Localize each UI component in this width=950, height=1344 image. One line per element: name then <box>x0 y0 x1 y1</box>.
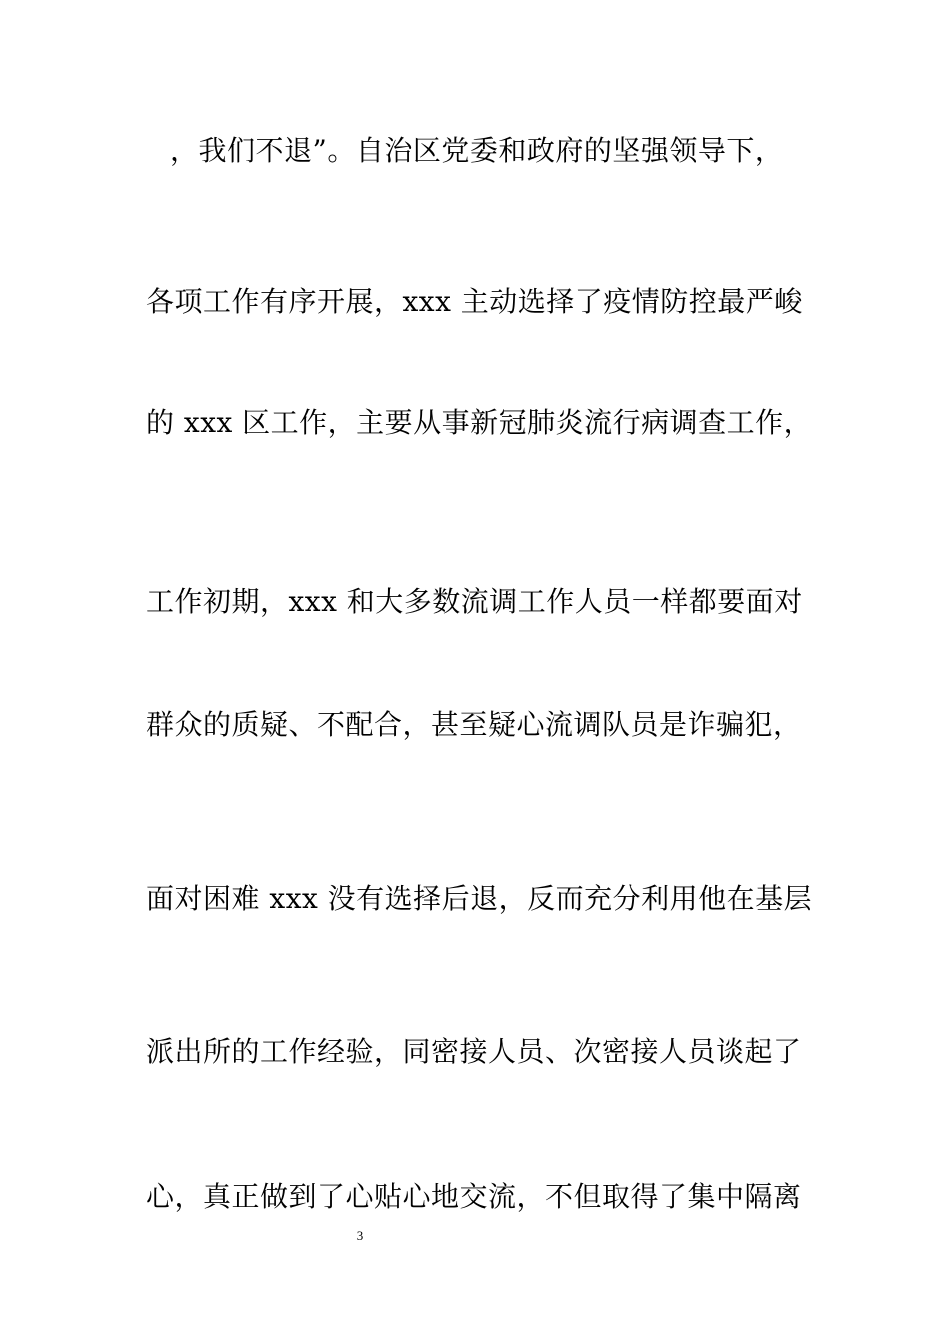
paragraph-line-3: 的 xxx 区工作，主要从事新冠肺炎流行病调查工作， <box>146 406 813 439</box>
paragraph-line-5: 群众的质疑、不配合，甚至疑心流调队员是诈骗犯， <box>146 708 802 741</box>
page-number: 3 <box>356 1228 364 1243</box>
paragraph-line-4: 工作初期，xxx 和大多数流调工作人员一样都要面对 <box>146 585 803 618</box>
paragraph-line-1: ，我们不退”。自治区党委和政府的坚强领导下， <box>170 134 784 167</box>
paragraph-line-6: 面对困难 xxx 没有选择后退，反而充分利用他在基层 <box>146 882 813 915</box>
paragraph-line-2: 各项工作有序开展，xxx 主动选择了疫情防控最严峻 <box>146 285 803 318</box>
paragraph-line-8: 心，真正做到了心贴心地交流，不但取得了集中隔离 <box>146 1180 802 1213</box>
paragraph-line-7: 派出所的工作经验，同密接人员、次密接人员谈起了 <box>146 1035 802 1068</box>
